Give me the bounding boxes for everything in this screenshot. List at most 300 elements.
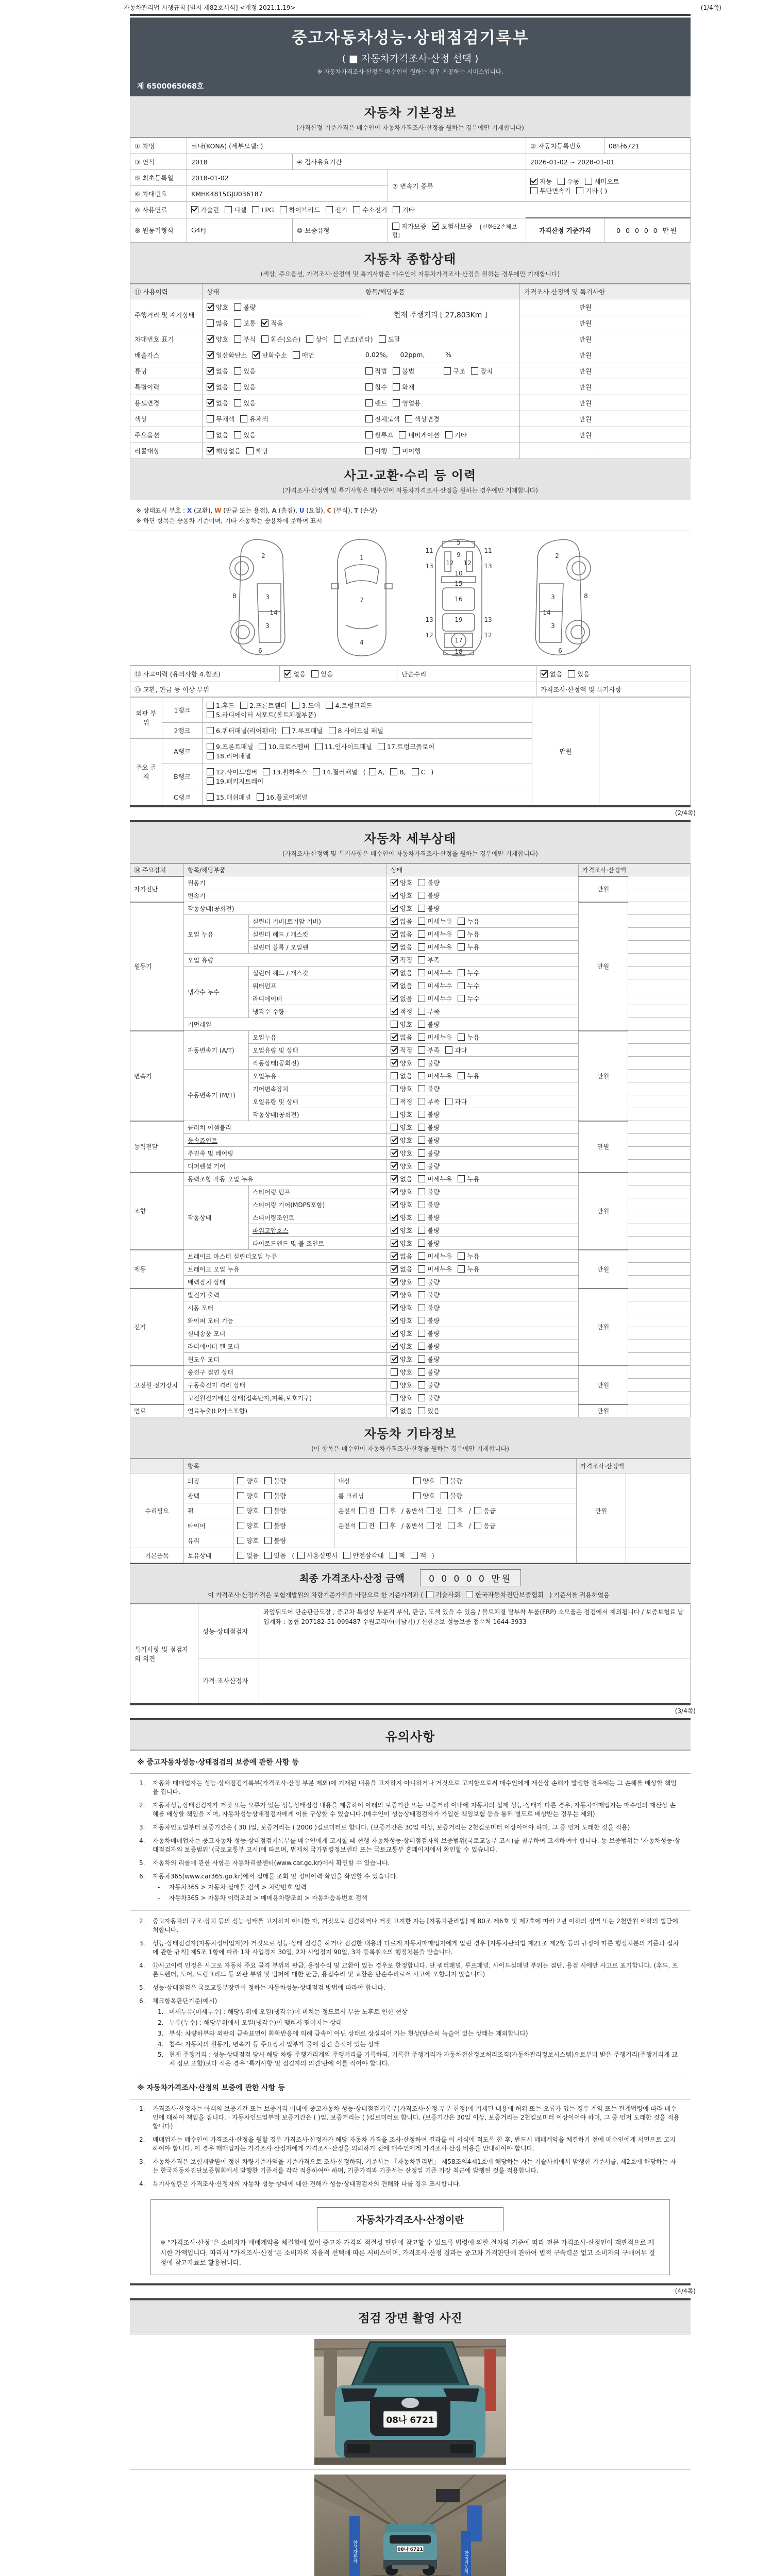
remarks-cell (628, 1340, 691, 1353)
notice-item-text: 자동차가격은 보험개발원이 정한 차량기준가액을 기준가격으로 조사·산정하되, 기준서는 「자동차관리법」 제58조의4제1호에 해당하는 자는 기술사회에서 발행한 기준서를, 제2호에 해당하는 자는 한국자동차진단보증협회에서 발행한 기준서를 각각 적용하여야 하며, 기준가격과 기준서는 산정일 기준 가장 최근에 발행된 것을 적용합니다. (153, 2158, 676, 2175)
check-option (282, 726, 323, 735)
status-checks (387, 1379, 579, 1392)
device-name: 동력전달 (130, 1121, 184, 1173)
check-label: 불법 (402, 367, 415, 375)
check-option (391, 1071, 412, 1080)
check-option (418, 1161, 440, 1171)
check-option (391, 1123, 412, 1132)
checkbox-icon (426, 1591, 433, 1598)
check-option (418, 1097, 440, 1106)
checkbox-icon (237, 1537, 244, 1544)
remarks-cell (628, 1134, 691, 1147)
repair-item-checks (233, 1488, 334, 1503)
checkbox-icon (207, 711, 214, 718)
fuel-label: ⑧ 사용연료 (130, 202, 187, 218)
check-label: 양호 (400, 1111, 413, 1118)
remarks-text (259, 1658, 691, 1703)
check-option (234, 366, 256, 376)
check-label: 불량 (274, 1522, 287, 1530)
checkbox-checked-icon (391, 905, 398, 912)
checkbox-icon (234, 399, 241, 406)
checkbox-icon (306, 335, 313, 343)
remarks-cell (596, 395, 691, 411)
check-option (234, 398, 256, 408)
check-label: 3.도어 (301, 701, 321, 709)
remarks-cell (628, 1057, 691, 1070)
check-option (359, 1506, 375, 1515)
check-option (418, 1367, 440, 1377)
check-label: 훼손(오손) (271, 335, 301, 343)
check-option (391, 1367, 412, 1377)
checkbox-icon (390, 768, 397, 775)
checkbox-icon (237, 1477, 244, 1484)
check-option (207, 350, 247, 360)
detail-status-header (130, 822, 691, 863)
check-label: 없음 (400, 995, 413, 1003)
check-label: 양호 (246, 1477, 259, 1485)
check-label: 부족 (427, 1008, 440, 1015)
checkbox-icon (418, 1317, 425, 1324)
accident-history-subtitle: (가격조사·산정액 및 특기사항은 매수인이 자동차가격조사·산정을 원하는 경우에만 기재합니다) (282, 486, 538, 494)
token-text: / 동반석 (401, 1522, 424, 1530)
checkbox-icon (240, 702, 247, 709)
status-checks (387, 1366, 579, 1379)
notice-item-number: 4. (139, 1837, 145, 1845)
checkbox-icon (418, 1149, 425, 1157)
checkbox-icon (399, 431, 406, 438)
check-option (391, 1148, 412, 1158)
check-label: 후 (389, 1522, 396, 1530)
check-option (418, 1071, 452, 1080)
check-option (207, 792, 251, 802)
checkbox-icon (393, 206, 400, 213)
table-row (130, 697, 691, 722)
check-option (418, 1136, 440, 1145)
check-label: 6.쿼터패널(리어휀더) (216, 726, 277, 735)
check-label: 자동 (540, 177, 552, 185)
check-option (418, 1174, 452, 1183)
check-label: 양호 (400, 1188, 413, 1196)
status-checks (387, 1121, 579, 1134)
check-option (418, 994, 452, 1003)
check-label: 불량 (243, 303, 256, 311)
check-option (391, 1213, 412, 1222)
svg-text:한국자동차: 한국자동차 (352, 2540, 357, 2564)
checkbox-icon (207, 702, 214, 709)
checkbox-icon (393, 367, 400, 375)
checkbox-checked-icon (207, 367, 214, 375)
check-label: 있음 (243, 399, 256, 407)
rank-checks (203, 789, 532, 805)
checkbox-checked-icon (391, 1175, 398, 1182)
checkbox-icon (207, 768, 214, 775)
other-info-title: 자동차 기타정보 (364, 1427, 457, 1441)
notice-item-number: 4. (139, 2180, 145, 2188)
check-option (391, 981, 412, 990)
status-checks (387, 915, 579, 928)
diagram-panel-number: 5 (457, 538, 461, 546)
check-label: 미세누수 (427, 995, 452, 1003)
check-option (458, 1174, 479, 1183)
checkbox-icon (369, 768, 376, 775)
check-option (411, 1551, 426, 1560)
status-checks (203, 347, 361, 363)
check-label: 무채색 (216, 415, 235, 423)
check-option (365, 446, 387, 455)
check-label: 적법 (375, 367, 388, 375)
checkbox-icon (246, 447, 254, 454)
check-label: 렌트 (375, 399, 388, 407)
check-label: 불량 (427, 1137, 440, 1144)
notice-item-number: 1. (139, 2105, 145, 2112)
check-label: 변조(변타) (343, 335, 373, 343)
checkbox-icon (413, 1492, 421, 1499)
table-row (130, 876, 691, 889)
checkbox-icon (237, 1492, 244, 1499)
diagram-panel-number: 16 (455, 595, 463, 603)
remarks-cell (628, 876, 691, 889)
table-header-row (130, 682, 691, 697)
check-label: 4.트렁크리드 (335, 701, 373, 709)
notice-items-group2 (130, 1910, 691, 2076)
row-label: 배출가스 (130, 347, 203, 363)
status-checks (387, 1289, 579, 1301)
checkbox-icon (237, 1552, 244, 1559)
repair-item-checks (233, 1533, 334, 1548)
status-checks (387, 1392, 579, 1404)
item-name: 냉각수 수량 (249, 1005, 387, 1018)
check-label: 양호 (246, 1522, 259, 1530)
check-label: 응급 (483, 1522, 496, 1530)
item-name: 클러치 어셈블리 (184, 1121, 387, 1134)
check-label: 이행 (375, 447, 388, 455)
check-option (418, 1393, 440, 1402)
check-label: 적정 (400, 956, 413, 964)
form-note: ※ 자동차가격조사·산정은 매수인이 원하는 경우 제공하는 서비스입니다. (317, 68, 503, 75)
price-cell (520, 443, 596, 459)
check-label: 화재 (402, 383, 415, 391)
check-option (329, 726, 383, 735)
check-label: 양호 (400, 1124, 413, 1131)
svg-text:08나 6721: 08나 6721 (397, 2547, 423, 2553)
status-checks (387, 876, 579, 889)
notice-item-text: 체크항목판단기준(예시) 1. 미세누유(미세누수) : 해당부위에 오일(냉각수)이 비치는 정도로서 부품 노후로 인한 현상 2. 누유(누수) : 해당부위에서 오일(냉각수)이 맺혀서 떨어지는 상태 3. 부식: 차량하부와 외판의 금속표면이 화학반응에 의해 금속이 아닌 상태로 상실되어 가는 현상(단순히 녹슬어 있는 상태는 제외합니다) 4. 침수: 자동차의 원동기, 변속기 등 주요장치 일부가 물에 잠긴 흔적이 있는 상태 5. 현재 주행거리 : 성능·상태점검 당시 해당 차량 주행거리계의 주행거리를 기록하되, 기록한 주행거리가 자동차전산정보처리조직(자동차관리정보시스템)으로부터 받은 주행거리(주행거리계 교체 정보 포함)보다 적은 경우 '특기사항 및 점검자의 의견'란에 이를 적어야 합니다. (153, 1997, 681, 2068)
row-label: 리콜대상 (130, 443, 203, 459)
price-definition-text: ※ "가격조사·산정"은 소비자가 매매계약을 체결함에 있어 중고차 가격의 적절성 판단에 참고할 수 있도록 법령에 의한 절차와 기준에 따라 전문 가격조사·산정인이 객관적으로 제시한 가액입니다. 따라서 "가격조사·산정"은 소비자의 자율적 선택에 따른 서비스이며, 가격조사·산정 결과는 중고차 가격판단에 관하여 법적 구속력은 없고 소비자의 구매여부 결정에 참고자료로 활용됩니다. (160, 2239, 656, 2266)
rank-label: B랭크 (162, 764, 203, 789)
device-name: 원동기 (130, 902, 184, 1031)
checkbox-icon (234, 335, 241, 343)
item-name: 파워고압호스 (249, 1224, 387, 1237)
checkbox-icon (297, 1552, 305, 1559)
remarks-author: 성능·상태점검자 (198, 1604, 259, 1658)
item-name: 원동기 (184, 876, 387, 889)
diagram-shape (566, 620, 590, 644)
repair-item-extra (334, 1473, 577, 1488)
remarks-label: 특기사항 및 점검자의 의견 (130, 1604, 198, 1703)
check-label: 불량 (427, 892, 440, 900)
notice-item-number: 2. (139, 2136, 145, 2143)
first-reg-value: 2018-01-02 (187, 170, 388, 186)
token-text: 이 가격조사·산정가격은 보험개발원의 차량기준가액을 바탕으로 한 기준가격과 ( (208, 1591, 423, 1599)
check-option (418, 1058, 440, 1067)
notice-subitem-number: 5. (158, 2051, 164, 2059)
col-item: 항목 (184, 1459, 577, 1473)
accident-history-title: 사고·교환·수리 등 이력 (344, 468, 477, 483)
check-option (207, 414, 234, 423)
remarks-cell (628, 992, 691, 1005)
checkbox-icon (365, 431, 373, 438)
reg-no-value: 08나6721 (604, 138, 691, 154)
price-cell: 만원 (532, 697, 599, 805)
final-price-block (130, 1563, 691, 1604)
notice-subitem (158, 1894, 681, 1903)
check-option (441, 1476, 462, 1485)
check-label: 양호 (423, 1492, 435, 1500)
item-name: 라디에이터 팬 모터 (184, 1340, 387, 1353)
checkbox-checked-icon (432, 223, 439, 230)
notice-item-number: 1. (139, 1780, 145, 1787)
table-row (130, 1121, 691, 1134)
repair-item-checks (233, 1518, 334, 1533)
diagram-panel-number: 7 (360, 596, 364, 604)
checkbox-icon (234, 367, 241, 375)
checkbox-icon (263, 768, 270, 775)
device-name: 변속기 (130, 1031, 184, 1121)
repair-item-name: 유리 (184, 1533, 233, 1548)
check-option (207, 398, 228, 408)
item-part-checks (361, 443, 520, 459)
status-codes-line (136, 506, 684, 515)
rank-label: 2랭크 (162, 722, 203, 738)
checkbox-icon (418, 1381, 425, 1388)
check-option (284, 669, 306, 679)
checkbox-icon (458, 918, 465, 925)
check-label: 양호 (216, 335, 229, 343)
checkbox-icon (252, 206, 259, 213)
legend-prefix: ※ 상태표시 부호 : (136, 506, 187, 514)
token-text: / 동반석 (401, 1507, 424, 1515)
check-option (391, 1316, 412, 1325)
remarks-cell (628, 1044, 691, 1057)
check-label: 불량 (427, 1394, 440, 1402)
diagram-panel-number: 13 (484, 562, 492, 570)
notice-item-text: 성능·상태점검은 국토교통부장관이 정하는 자동차성능·상태점검 방법에 따라야 합니다. (153, 1984, 385, 1992)
car-diagram-left-side (216, 536, 304, 659)
check-label: 없음 (400, 1265, 413, 1273)
status-checks (387, 979, 579, 992)
device-name: 조향 (130, 1173, 184, 1250)
car-diagram-bottom-view (420, 536, 497, 659)
check-option (365, 430, 393, 439)
checkbox-icon (343, 1552, 350, 1559)
item-name: 연료누출(LP가스포함) (184, 1404, 387, 1417)
checkbox-icon (259, 743, 266, 750)
diagram-panel-number: 8 (232, 592, 237, 600)
check-option (280, 205, 320, 214)
checkbox-icon (441, 1477, 448, 1484)
check-option (207, 767, 257, 776)
check-option (418, 1406, 440, 1415)
notice-item-text: 자동차 매매업자는 성능·상태점검기록부(가격조사·산정 부분 제외)에 기재된 내용을 고지하지 아니하거나 거짓으로 고지함으로써 매수인에게 재산상 손해가 발생한 경우에는 그 손해를 배상할 책임을 집니다. (153, 1780, 677, 1796)
status-checks (387, 1263, 579, 1276)
check-label: 부족 (427, 1098, 440, 1106)
status-code-desc: (부식), (331, 506, 355, 514)
check-label: 불량 (427, 1201, 440, 1209)
status-code-desc: (판금 또는 용접), (221, 506, 272, 514)
check-option (391, 1007, 412, 1016)
status-code-desc: (교환), (192, 506, 215, 514)
checkbox-checked-icon (391, 1407, 398, 1414)
item-name: 작동상태(공회전) (184, 902, 387, 915)
checkbox-icon (418, 1162, 425, 1170)
checkbox-icon (313, 768, 320, 775)
diagram-panel-number: 6 (258, 647, 262, 654)
checkbox-icon (380, 1522, 388, 1529)
checkbox-checked-icon (207, 399, 214, 406)
check-option (264, 1506, 286, 1515)
checkbox-checked-icon (391, 1252, 398, 1260)
inspection-period-value: 2026-01-02 ~ 2028-01-01 (526, 154, 691, 170)
check-option (359, 1521, 375, 1530)
page-1 (130, 14, 691, 807)
check-label: 불량 (427, 1124, 440, 1131)
check-label: 13.휠하우스 (272, 768, 308, 776)
table-row (130, 1173, 691, 1185)
check-option (391, 1329, 412, 1338)
check-label: 불량 (274, 1477, 287, 1485)
repair-item2-name: 룸 크리닝 (338, 1493, 364, 1500)
checkbox-icon (418, 930, 425, 938)
check-label: 없음 (246, 1552, 259, 1560)
check-option (237, 1551, 259, 1560)
checkbox-icon (326, 206, 333, 213)
check-option (365, 414, 399, 423)
check-option (418, 1045, 440, 1055)
diagram-shape (231, 620, 255, 644)
table-row (130, 1404, 691, 1417)
table-row (130, 202, 691, 218)
notice-subitem-text: 현재 주행거리 : 성능·상태점검 당시 해당 차량 주행거리계의 주행거리를 기록하되, 기록한 주행거리가 자동차전산정보처리조직(자동차관리정보시스템)으로부터 받은 주행거리(주행거리계 교체 정보 포함)보다 적은 경우 '특기사항 및 점검자의 의견'란에 이를 적어야 합니다. (169, 2051, 678, 2067)
diagram-panel-number: 12 (463, 559, 472, 567)
table-row (130, 443, 691, 459)
check-label: 기타 (402, 206, 415, 214)
col-status: 상태 (203, 284, 361, 299)
status-checks (203, 363, 361, 379)
checkbox-icon (359, 1507, 366, 1514)
checkbox-icon (418, 892, 425, 899)
check-label: 안전삼각대 (352, 1552, 384, 1560)
remarks-cell (628, 1108, 691, 1121)
notice-subitem-text: 미세누유(미세누수) : 해당부위에 오일(냉각수)이 비치는 정도로서 부품 노후로 인한 현상 (169, 2008, 408, 2016)
checkbox-checked-icon (391, 1227, 398, 1234)
status-checks (387, 941, 579, 954)
diagram-panel-number: 8 (584, 592, 588, 600)
remarks-cell (626, 1473, 691, 1548)
checkbox-icon (418, 1111, 425, 1118)
check-option (292, 701, 320, 710)
check-label: 누유 (467, 1072, 480, 1080)
check-label: 양호 (400, 1201, 413, 1209)
checkbox-icon (458, 995, 465, 1002)
checkbox-icon (365, 383, 373, 391)
check-label: 네비게이션 (408, 431, 440, 439)
checkbox-icon (334, 335, 341, 343)
remarks-cell (628, 1160, 691, 1173)
item-name: 발전기 출력 (184, 1289, 387, 1301)
diagram-panel-number: 3 (265, 593, 270, 601)
repair-item-extra (334, 1503, 577, 1518)
repair-item-name: 광택 (184, 1488, 233, 1503)
notice-item-number: 3. (139, 2158, 145, 2166)
status-checks (387, 992, 579, 1005)
check-option (458, 1264, 479, 1274)
checkbox-checked-icon (253, 351, 260, 359)
table-row (130, 138, 691, 154)
checkbox-icon (558, 178, 565, 185)
check-label: 보통 (243, 319, 256, 327)
check-option (418, 878, 440, 887)
detail-status-title: 자동차 세부상태 (364, 831, 457, 846)
check-label: 없음 (400, 930, 413, 938)
inspection-form-sheet (130, 14, 696, 2576)
form-title-header (130, 16, 691, 96)
check-option (391, 1187, 412, 1196)
check-label: 불량 (427, 1355, 440, 1363)
repair-item2-name: 내장 (338, 1478, 350, 1485)
panel-category: 외판 부위 (130, 697, 162, 738)
col-price: 가격조사·산정액 (579, 863, 691, 876)
checkbox-icon (458, 1033, 465, 1041)
photo-section-title: 점검 장면 촬영 사진 (130, 2300, 691, 2334)
notice-subitem-number: - (158, 1884, 160, 1891)
check-label: 양호 (400, 1343, 413, 1350)
checkbox-icon (207, 431, 214, 438)
check-option (390, 1551, 405, 1560)
check-label: C (421, 768, 426, 776)
check-label: B, (399, 768, 406, 776)
remarks-cell (628, 1404, 691, 1417)
sub-group-name: 오일 누유 (184, 915, 249, 954)
check-label: 누유 (467, 930, 480, 938)
check-label: 일산화탄소 (216, 351, 247, 359)
check-option (391, 942, 412, 952)
check-option (237, 1476, 259, 1485)
remarks-cell (628, 1070, 691, 1082)
item-name: 와이퍼 모터 기능 (184, 1314, 387, 1327)
check-label: 부족 (427, 1046, 440, 1054)
holding-status-label: 보유상태 (184, 1548, 233, 1563)
check-option (261, 318, 283, 328)
check-label: 15.대쉬패널 (216, 793, 251, 801)
token-text: ) (431, 1552, 434, 1560)
status-checks (387, 1340, 579, 1353)
item-name: 윈도우 모터 (184, 1353, 387, 1366)
check-option (293, 350, 314, 360)
status-checks (203, 379, 361, 395)
table-row (130, 1031, 691, 1044)
item-name: 워터펌프 (249, 979, 387, 992)
remarks-cell (628, 979, 691, 992)
checkbox-icon (458, 1252, 465, 1260)
warranty-type-checks (388, 218, 526, 242)
checkbox-icon (418, 1033, 425, 1041)
checkbox-icon (264, 1537, 272, 1544)
check-label: 없음 (293, 670, 306, 678)
diagram-panel-number: 13 (425, 616, 433, 623)
check-option (391, 904, 412, 913)
token-text: 운전석 (338, 1507, 356, 1515)
